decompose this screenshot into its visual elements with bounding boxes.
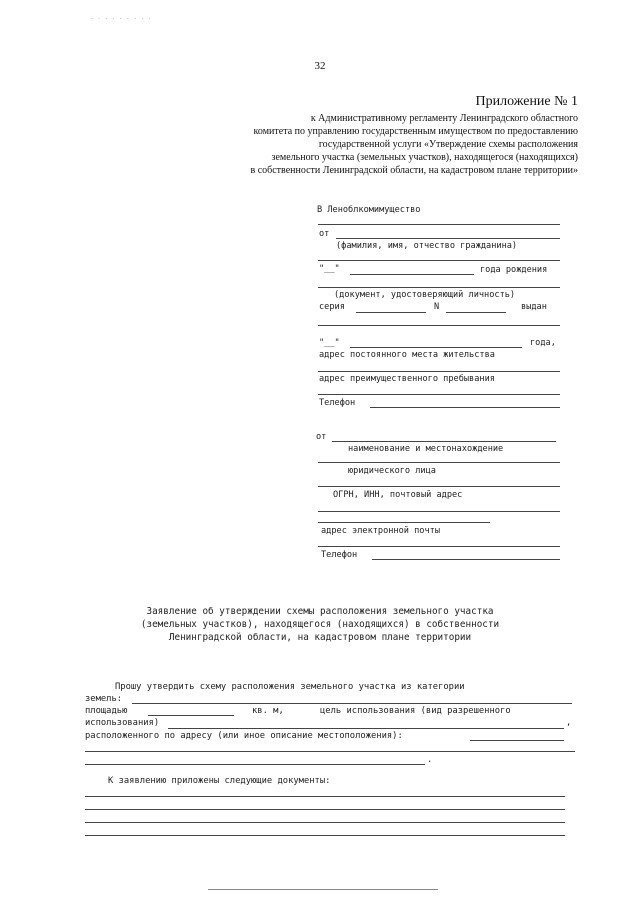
address-field-3[interactable] [85,764,425,766]
attachment-line-2[interactable] [85,809,565,811]
legal-name-caption: наименование и местонахождение [348,444,504,454]
ogrn-field[interactable] [318,486,560,488]
legal-phone-field[interactable] [372,559,560,561]
request-line-1: Прошу утвердить схему расположения земельного участка из категории [115,682,465,692]
address-field-2[interactable] [85,751,575,753]
birth-date-field[interactable] [350,274,474,276]
appendix-line-2: комитета по управлению государственным имуществом по предоставлению [253,126,578,137]
number-label: N [434,302,440,312]
appendix-line-1: к Административному регламенту Ленинградского областного [310,113,578,124]
birth-year-caption: года рождения [480,265,548,275]
email-caption: адрес электронной почты [321,526,440,536]
land-category-field[interactable] [132,703,572,705]
phone-label: Телефон [319,398,356,408]
id-caption: (документ, удостоверяющий личность) [334,290,516,300]
statement-heading-1: Заявление об утверждении схемы расположения земельного участка [146,606,494,617]
attachment-line-1[interactable] [85,796,565,798]
legal-from-label: от [316,432,327,442]
statement-heading-3: Ленинградской области, на кадастровом плане территории [168,632,472,643]
appendix-title: Приложение № 1 [475,94,578,109]
purpose-label: цель использования (вид разрешенного [320,706,511,716]
area-units: кв. м, [252,706,284,716]
permanent-address-field[interactable] [318,371,560,373]
address-label: расположенного по адресу (или иное описание местоположения): [85,731,403,741]
number-field[interactable] [446,312,506,314]
page-number: 32 [314,60,326,72]
area-label: площадью [85,706,128,716]
series-label: серия [319,302,345,312]
phone-field[interactable] [370,407,560,409]
legal-entity-caption: юридического лица [348,466,436,476]
series-field[interactable] [356,312,426,314]
issue-date-field[interactable] [350,347,522,349]
fio-caption: (фамилия, имя, отчество гражданина) [336,241,518,251]
ogrn-caption: ОГРН, ИНН, почтовый адрес [333,490,463,500]
postal-address-field-2[interactable] [318,522,490,524]
fio-field[interactable] [336,238,560,240]
legal-phone-label: Телефон [321,550,358,560]
permitted-use-field[interactable] [168,728,564,730]
permitted-use-comma: , [566,718,572,728]
address-period: . [427,755,433,765]
legal-location-field[interactable] [318,462,560,464]
permanent-address-caption: адрес постоянного места жительства [319,350,495,360]
preferred-address-caption: адрес преимущественного пребывания [319,374,495,384]
address-field[interactable] [470,740,564,742]
postal-address-field[interactable] [318,511,560,513]
issued-label: выдан [521,302,547,312]
fio-field-2[interactable] [318,260,560,262]
appendix-line-5: в собственности Ленинградской области, на кадастровом плане территории» [250,165,578,176]
land-category-label: земель: [85,694,123,704]
attachments-heading: К заявлению приложены следующие документы: [108,776,331,786]
attachment-line-5[interactable] [208,889,438,891]
attachment-line-3[interactable] [85,822,565,824]
appendix-line-3: государственной услуги «Утверждение схемы расположения [318,139,578,150]
attachment-line-4[interactable] [85,835,565,837]
email-field[interactable] [318,546,560,548]
scan-noise: . . . . . . . . . [90,14,152,21]
area-field[interactable] [148,715,234,717]
issue-year-suffix: года, [530,338,556,348]
addressee: В Леноблкомимущество [317,205,421,215]
permitted-use-label: использования) [85,718,160,728]
statement-heading-2: (земельных участков), находящегося (находящихся) в собственности [140,619,500,630]
birth-quote: "__" [319,264,340,274]
issued-by-field[interactable] [318,325,560,327]
id-doc-field[interactable] [318,287,560,289]
preferred-address-field[interactable] [318,394,560,396]
issue-date-quote: "__" [319,338,340,348]
appendix-line-4: земельного участка (земельных участков), находящегося (находящихся) [271,152,578,163]
legal-name-field[interactable] [332,441,556,443]
from-label: от [319,229,330,239]
